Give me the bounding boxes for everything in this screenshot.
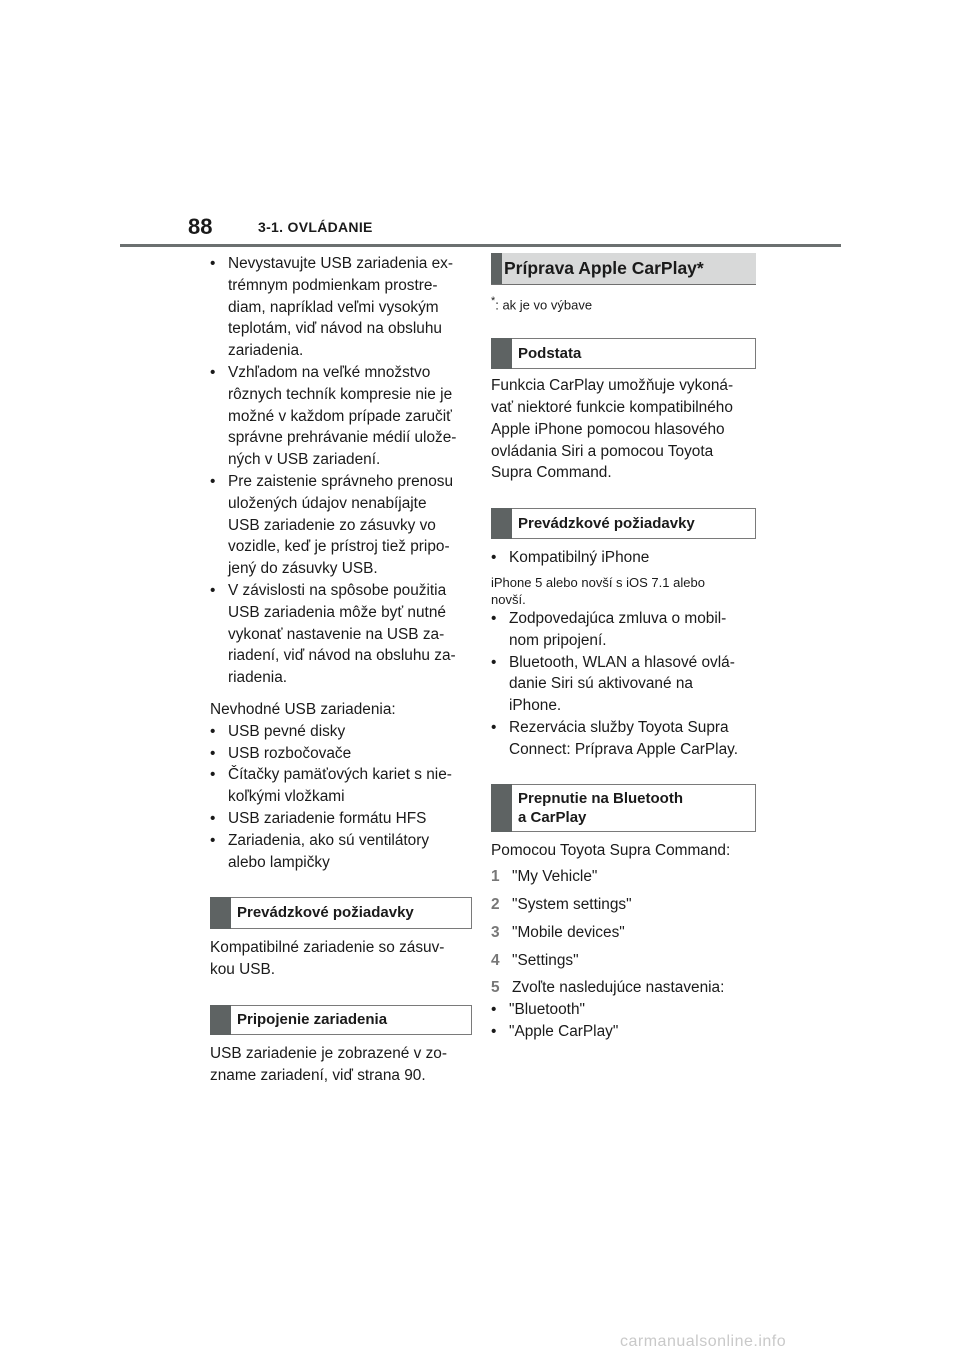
list-item: • V závislosti na spôsobe použitia USB zariadenia môže byť nutné vykonať nastavenie na USB za- riadení, viď návod na obsluhu za- riadenia. (210, 580, 472, 689)
section-heading-label: Pripojenie zariadenia (237, 1011, 388, 1028)
main-section-heading (491, 253, 756, 285)
section-heading-operating-requirements (491, 508, 756, 539)
step-item (491, 922, 756, 944)
step-text: "System settings" (512, 896, 632, 914)
step-text: "Mobile devices" (512, 923, 625, 941)
section-heading-operating-requirements (210, 897, 472, 929)
list-item: • USB zariadenie formátu HFS (210, 808, 472, 830)
main-section-label: Príprava Apple CarPlay* (504, 257, 704, 278)
step-number: 3 (491, 923, 500, 941)
list-item: • "Apple CarPlay" (491, 1021, 756, 1043)
step-text: "My Vehicle" (512, 868, 598, 886)
header-divider (120, 244, 841, 247)
step-item (491, 866, 756, 888)
section-text: Pomocou Toyota Supra Command: (491, 842, 731, 860)
chapter-title: 3-1. OVLÁDANIE (258, 219, 373, 235)
step-number: 4 (491, 951, 500, 969)
list-item: • Bluetooth, WLAN a hlasové ovlá- danie Siri sú aktivované na iPhone. (491, 652, 756, 717)
step-text: "Settings" (512, 951, 579, 969)
section-text: Funkcia CarPlay umožňuje vykoná- vať niektoré funkcie kompatibilného Apple iPhone pomocou hlasového ovládania Siri a pomocou Toyota Supra Command. (491, 377, 734, 482)
requirement-note: iPhone 5 alebo novší s iOS 7.1 alebo novší. (491, 574, 705, 607)
footnote-mark: * (491, 295, 496, 307)
list-item: • Čítačky pamäťových kariet s nie- koľkými vložkami (210, 764, 472, 808)
footnote-text: : ak je vo výbave (495, 297, 593, 313)
section-heading-label: Prevádzkové požiadavky (518, 514, 695, 532)
page-number: 88 (188, 214, 213, 239)
section-heading-label: Podstata (518, 344, 582, 362)
list-item: • Pre zaistenie správneho prenosu uložených údajov nenabíjajte USB zariadenie zo zásuvky vo vozidle, keď je prístroj tiež pripo- jený do zásuvky USB. (210, 471, 472, 580)
list-item: • Nevystavujte USB zariadenia ex- trémnym podmienkam prostre- diam, napríklad veľmi vysokým teplotám, viď návod na obsluhu zariadenia. (210, 253, 472, 362)
list-item: • Vzhľadom na veľké množstvo rôznych techník kompresie nie je možné v každom prípade zaručiť správne prehrávanie médií ulože- ných v USB zariadení. (210, 362, 472, 471)
list-item: • USB pevné disky (210, 721, 472, 743)
list-item: • Rezervácia služby Toyota Supra Connect: Príprava Apple CarPlay. (491, 717, 756, 761)
watermark: carmanualsonline.info (620, 1333, 787, 1350)
section-heading-overview (491, 338, 756, 369)
section-text: Kompatibilné zariadenie so zásuv- kou USB. (210, 939, 445, 979)
step-number: 2 (491, 896, 500, 914)
list-item: • Zariadenia, ako sú ventilátory alebo lampičky (210, 830, 472, 874)
section-heading-device-connection (210, 1005, 472, 1035)
section-heading-bluetooth-carplay (491, 784, 756, 832)
section-heading-label: Prevádzkové požiadavky (237, 904, 414, 922)
list-item: • USB rozbočovače (210, 743, 472, 765)
unsuitable-devices-intro: Nevhodné USB zariadenia: (210, 700, 396, 718)
list-item: • Kompatibilný iPhone (491, 547, 756, 569)
section-heading-label: Prepnutie na Bluetooth a CarPlay (518, 790, 683, 827)
list-item: • Zodpovedajúca zmluva o mobil- nom pripojení. (491, 608, 756, 652)
step-item (491, 950, 756, 972)
step-number: 5 (491, 979, 500, 997)
left-column (210, 253, 472, 1087)
step-text: Zvoľte nasledujúce nastavenia: (512, 979, 725, 997)
footnote (491, 291, 756, 316)
step-item (491, 894, 756, 916)
right-column (491, 253, 756, 1043)
section-text: USB zariadenie je zobrazené v zo- zname zariadení, viď strana 90. (210, 1044, 447, 1084)
list-item: • "Bluetooth" (491, 999, 756, 1021)
step-number: 1 (491, 868, 500, 886)
step-item (491, 977, 756, 999)
